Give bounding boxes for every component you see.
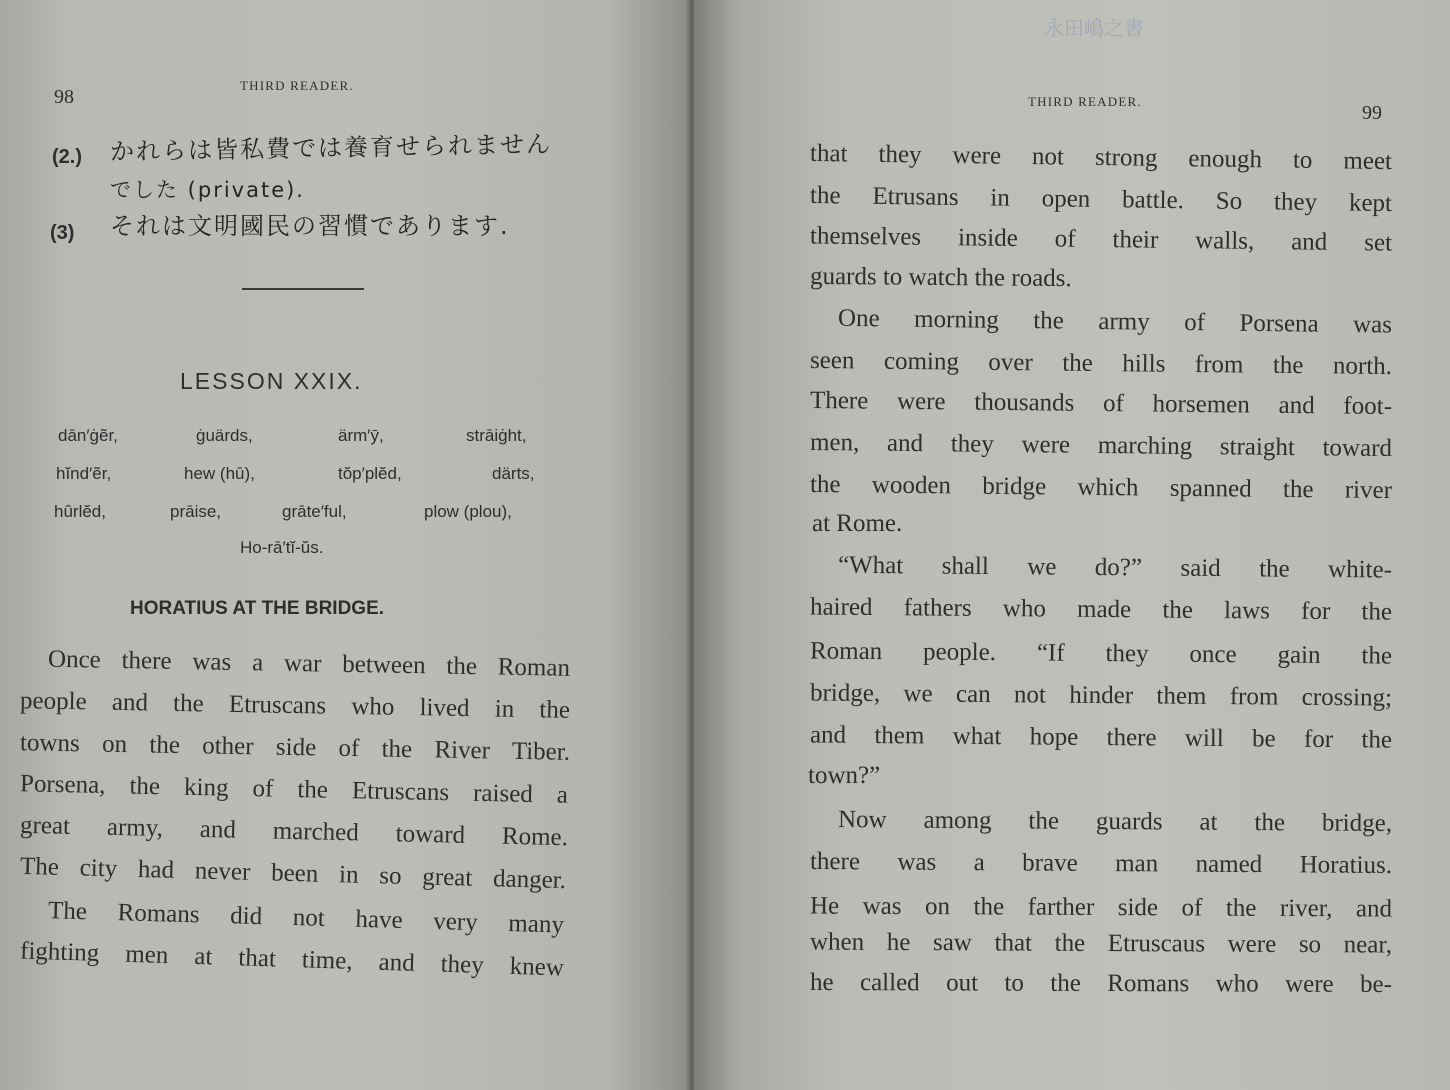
vocab-word: plow (plou), [424, 502, 512, 521]
vocab-word: ġuärds, [196, 426, 253, 445]
text-line: and them what hope there will be for the [809, 721, 1393, 754]
vocab-word: Ho-rā′tĭ-ŭs. [240, 538, 324, 557]
exercise-sentence: それは文明國民の習慣であります. [110, 212, 510, 240]
text-line: there was a brave man named Horatius. [809, 847, 1393, 880]
text-line: The city had never been in so great danger. [19, 852, 567, 895]
story-title: HORATIUS AT THE BRIDGE. [130, 598, 385, 619]
text-line: themselves inside of their walls, and set [809, 222, 1393, 257]
text-line: the wooden bridge which spanned the river [809, 470, 1393, 505]
left-page [0, 0, 690, 1090]
vocab-word: hew (hū), [184, 464, 255, 483]
running-head: THIRD READER. [240, 78, 354, 93]
text-line: One morning the army of Porsena was [837, 304, 1393, 339]
text-line: Porsena, the king of the Etruscans raised a [19, 770, 569, 809]
vocab-word: grāte′ful, [282, 502, 347, 521]
text-line: at Rome. [812, 510, 903, 537]
text-line: seen coming over the hills from the north. [809, 346, 1393, 381]
vocab-word: ärm′ȳ, [338, 426, 384, 445]
running-head: THIRD READER. [1028, 94, 1142, 109]
text-line: towns on the other side of the River Tiber. [19, 729, 571, 766]
text-line: fighting men at that time, and they knew [19, 937, 565, 982]
vocab-word: hûrlĕd, [54, 502, 106, 521]
text-line: town?” [808, 762, 881, 789]
vocab-word: tŏp′plĕd, [338, 464, 402, 483]
text-line: men, and they were marching straight toward [809, 428, 1393, 463]
marginal-note: 永田嶋之書 [1044, 16, 1144, 40]
text-line: when he saw that the Etruscaus were so near, [809, 928, 1393, 959]
text-line: guards to watch the roads. [809, 262, 1072, 293]
page-number: 99 [1362, 102, 1382, 124]
text-line: haired fathers who made the laws for the [809, 593, 1393, 626]
exercise-sentence-continuation: でした (private). [110, 178, 305, 202]
text-line: Roman people. “If they once gain the [809, 637, 1393, 670]
text-line: Once there was a war between the Roman [47, 645, 571, 682]
section-divider [242, 288, 364, 290]
page-number: 98 [54, 86, 74, 108]
vocab-word: därts, [492, 464, 535, 483]
text-line: he called out to the Romans who were be- [809, 968, 1393, 999]
text-line: great army, and marched toward Rome. [19, 811, 569, 852]
vocab-word: dān′ġẽr, [58, 426, 118, 445]
exercise-number: (3) [50, 222, 75, 244]
text-line: “What shall we do?” said the white- [837, 551, 1393, 584]
text-line: Now among the guards at the bridge, [837, 806, 1393, 838]
vocab-word: prāise, [170, 502, 222, 521]
text-line: The Romans did not have very many [47, 897, 565, 939]
lesson-title: LESSON XXIX. [180, 368, 363, 394]
text-line: There were thousands of horsemen and foot- [809, 386, 1393, 421]
exercise-sentence: かれらは皆私費では養育せられません [109, 130, 553, 166]
text-line: bridge, we can not hinder them from crossing; [809, 679, 1393, 712]
text-line: the Etrusans in open battle. So they kept [809, 181, 1393, 218]
exercise-number: (2.) [52, 146, 82, 168]
text-line: people and the Etruscans who lived in the [19, 687, 571, 724]
text-line: He was on the farther side of the river, and [809, 892, 1393, 923]
text-line: that they were not strong enough to meet [809, 139, 1393, 176]
vocab-word: hĭnd′ẽr, [56, 464, 112, 483]
vocab-word: strāiġht, [466, 426, 527, 445]
